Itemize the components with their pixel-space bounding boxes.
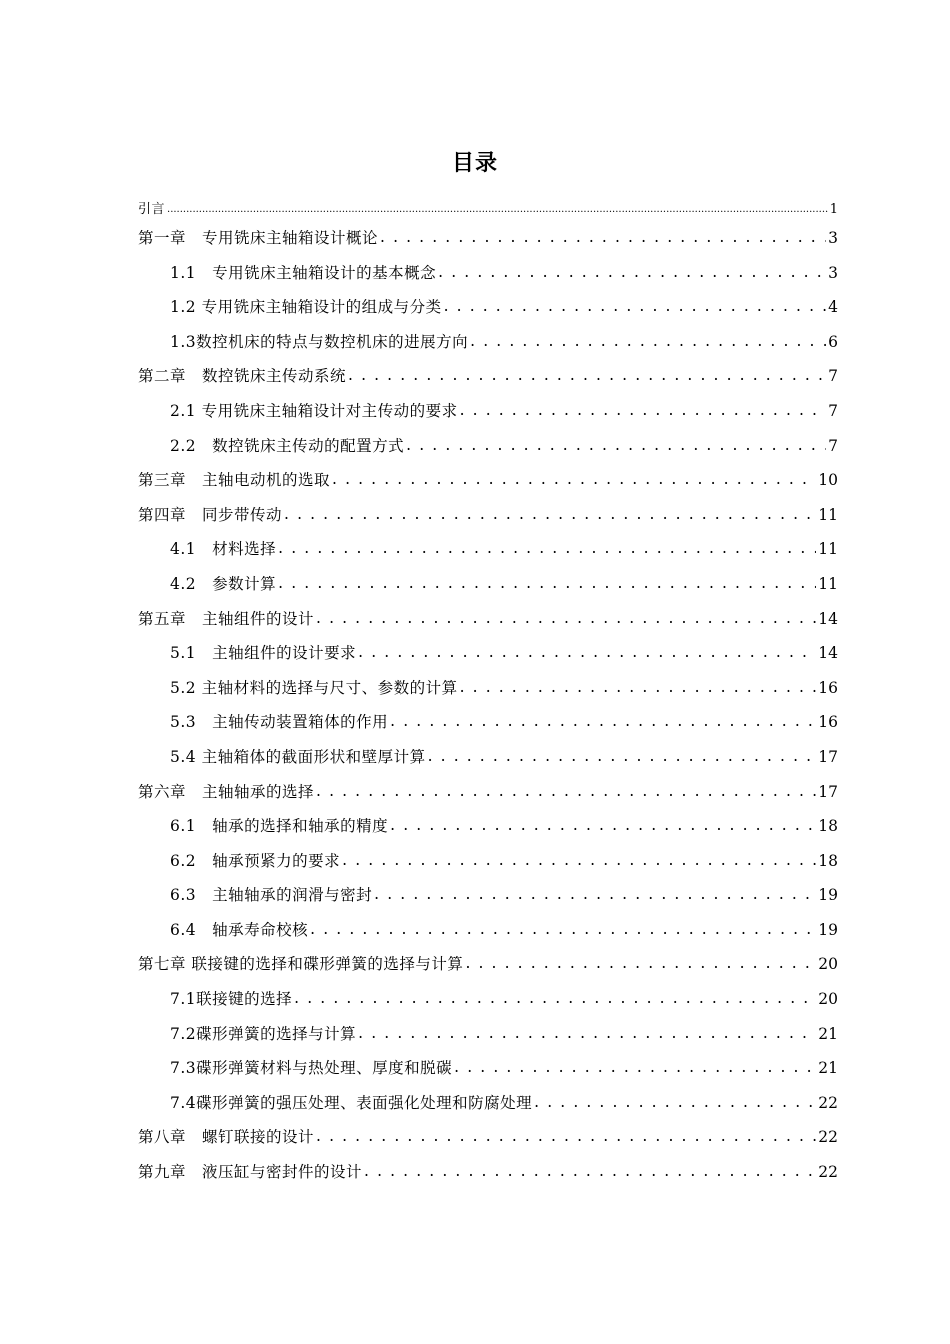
toc-entry-label: 7.4碟形弹簧的强压处理、表面强化处理和防腐处理 <box>170 1093 533 1112</box>
toc-entry-label: 7.3碟形弹簧材料与热处理、厚度和脱碳 <box>170 1059 453 1078</box>
toc-entry[interactable] <box>138 330 838 365</box>
toc-entry[interactable] <box>138 641 838 676</box>
toc-entry-page-number: 1 <box>829 202 838 217</box>
toc-entry-page-number: 19 <box>818 886 838 905</box>
toc-entry[interactable] <box>138 745 838 780</box>
toc-entry-page-number: 16 <box>818 713 838 732</box>
toc-entry-page-number: 3 <box>828 229 838 247</box>
toc-entry[interactable] <box>138 364 838 399</box>
toc-dot-leader <box>374 885 816 903</box>
toc-entry[interactable] <box>138 434 838 469</box>
toc-dot-leader <box>342 851 816 869</box>
toc-dot-leader <box>438 263 826 281</box>
toc-dot-leader <box>428 747 817 765</box>
toc-entry-label: 第五章 主轴组件的设计 <box>138 609 315 628</box>
toc-entry[interactable] <box>138 1125 838 1160</box>
toc-entry[interactable] <box>138 1022 838 1057</box>
toc-entry-page-number: 11 <box>818 540 838 559</box>
toc-entry-page-number: 7 <box>828 436 838 455</box>
toc-dot-leader <box>406 436 826 454</box>
toc-entry-page-number: 22 <box>818 1128 838 1147</box>
toc-dot-leader <box>470 332 826 350</box>
toc-entry-label: 6.4 轴承寿命校核 <box>170 920 309 939</box>
toc-entry-label: 第四章 同步带传动 <box>138 505 283 524</box>
toc-entry-page-number: 21 <box>818 1024 838 1043</box>
toc-dot-leader <box>316 1127 816 1145</box>
toc-entry-page-number: 21 <box>818 1059 838 1078</box>
toc-entry[interactable] <box>138 710 838 745</box>
page-title: 目录 <box>451 151 498 176</box>
toc-dot-leader <box>454 1058 816 1076</box>
toc-entry-page-number: 22 <box>818 1093 838 1112</box>
toc-entry-label: 6.3 主轴轴承的润滑与密封 <box>170 886 373 905</box>
toc-entry[interactable] <box>138 1056 838 1091</box>
toc-entry[interactable] <box>138 295 838 330</box>
toc-entry-page-number: 3 <box>828 263 838 282</box>
toc-entry[interactable] <box>138 1160 838 1195</box>
toc-entry-page-number: 18 <box>818 851 838 870</box>
toc-dot-leader <box>332 470 816 488</box>
toc-entry-page-number: 18 <box>818 817 838 836</box>
toc-entry[interactable] <box>138 198 838 226</box>
toc-dot-leader <box>444 297 827 315</box>
toc-dot-leader <box>390 712 816 730</box>
toc-entry-label: 第二章 数控铣床主传动系统 <box>138 367 347 386</box>
toc-entry-label: 4.2 参数计算 <box>170 574 277 593</box>
toc-entry[interactable] <box>138 261 838 296</box>
toc-entry-page-number: 4 <box>828 298 838 317</box>
table-of-contents <box>138 198 838 1195</box>
toc-entry[interactable] <box>138 780 838 815</box>
toc-entry-page-number: 7 <box>828 367 838 386</box>
toc-entry[interactable] <box>138 814 838 849</box>
toc-entry-page-number: 17 <box>818 782 838 801</box>
toc-entry-label: 1.1 专用铣床主轴箱设计的基本概念 <box>170 263 437 282</box>
toc-dot-leader <box>167 201 828 216</box>
toc-entry[interactable] <box>138 918 838 953</box>
toc-entry-page-number: 11 <box>818 574 838 593</box>
toc-entry[interactable] <box>138 607 838 642</box>
toc-entry[interactable] <box>138 987 838 1022</box>
toc-dot-leader <box>460 401 827 419</box>
toc-entry-label: 第九章 液压缸与密封件的设计 <box>138 1163 363 1182</box>
toc-dot-leader <box>380 228 826 246</box>
toc-entry-page-number: 14 <box>818 609 838 628</box>
toc-entry-page-number: 11 <box>818 505 838 524</box>
toc-dot-leader <box>284 505 816 523</box>
toc-entry-label: 5.4 主轴箱体的截面形状和壁厚计算 <box>170 747 426 766</box>
toc-entry[interactable] <box>138 399 838 434</box>
toc-entry[interactable] <box>138 226 838 261</box>
toc-entry-page-number: 16 <box>818 678 838 697</box>
toc-dot-leader <box>534 1093 816 1111</box>
toc-dot-leader <box>316 609 816 627</box>
toc-entry-page-number: 6 <box>828 332 838 351</box>
toc-entry-label: 第六章 主轴轴承的选择 <box>138 782 315 801</box>
toc-entry-page-number: 19 <box>818 920 838 939</box>
toc-entry-page-number: 20 <box>818 955 838 974</box>
toc-dot-leader <box>460 678 817 696</box>
toc-entry-label: 第七章 联接键的选择和碟形弹簧的选择与计算 <box>138 955 464 974</box>
toc-entry[interactable] <box>138 537 838 572</box>
toc-entry-label: 6.1 轴承的选择和轴承的精度 <box>170 817 389 836</box>
toc-entry[interactable] <box>138 1091 838 1126</box>
toc-entry-label: 1.2 专用铣床主轴箱设计的组成与分类 <box>170 298 442 317</box>
toc-entry[interactable] <box>138 503 838 538</box>
toc-dot-leader <box>278 539 816 557</box>
toc-entry-label: 2.2 数控铣床主传动的配置方式 <box>170 436 405 455</box>
toc-dot-leader <box>390 816 816 834</box>
toc-dot-leader <box>358 643 816 661</box>
toc-entry-label: 1.3数控机床的特点与数控机床的进展方向 <box>170 332 469 351</box>
toc-entry[interactable] <box>138 572 838 607</box>
toc-entry-label: 第一章 专用铣床主轴箱设计概论 <box>138 229 379 247</box>
toc-entry-page-number: 17 <box>818 747 838 766</box>
toc-entry-page-number: 10 <box>818 471 838 490</box>
toc-entry-label: 5.3 主轴传动装置箱体的作用 <box>170 713 389 732</box>
toc-entry-label: 2.1 专用铣床主轴箱设计对主传动的要求 <box>170 401 458 420</box>
toc-entry[interactable] <box>138 883 838 918</box>
toc-entry-label: 6.2 轴承预紧力的要求 <box>170 851 341 870</box>
toc-entry[interactable] <box>138 952 838 987</box>
toc-entry-page-number: 7 <box>828 401 838 420</box>
toc-entry-label: 7.2碟形弹簧的选择与计算 <box>170 1024 357 1043</box>
toc-entry-page-number: 14 <box>818 644 838 663</box>
toc-entry-label: 第八章 螺钉联接的设计 <box>138 1128 315 1147</box>
toc-entry-label: 引言 <box>138 202 166 217</box>
toc-dot-leader <box>310 920 816 938</box>
toc-entry[interactable] <box>138 468 838 503</box>
toc-entry-label: 第三章 主轴电动机的选取 <box>138 471 331 490</box>
toc-entry-page-number: 20 <box>818 990 838 1009</box>
toc-entry-label: 4.1 材料选择 <box>170 540 277 559</box>
toc-entry-label: 5.1 主轴组件的设计要求 <box>170 644 357 663</box>
toc-entry-label: 7.1联接键的选择 <box>170 990 293 1009</box>
toc-entry[interactable] <box>138 676 838 711</box>
toc-dot-leader <box>348 366 826 384</box>
toc-entry-label: 5.2 主轴材料的选择与尺寸、参数的计算 <box>170 678 458 697</box>
toc-entry-page-number: 22 <box>818 1163 838 1182</box>
toc-dot-leader <box>364 1162 816 1180</box>
toc-entry[interactable] <box>138 849 838 884</box>
toc-dot-leader <box>358 1024 816 1042</box>
toc-dot-leader <box>316 782 816 800</box>
toc-dot-leader <box>294 989 816 1007</box>
toc-dot-leader <box>465 954 816 972</box>
toc-dot-leader <box>278 574 816 592</box>
